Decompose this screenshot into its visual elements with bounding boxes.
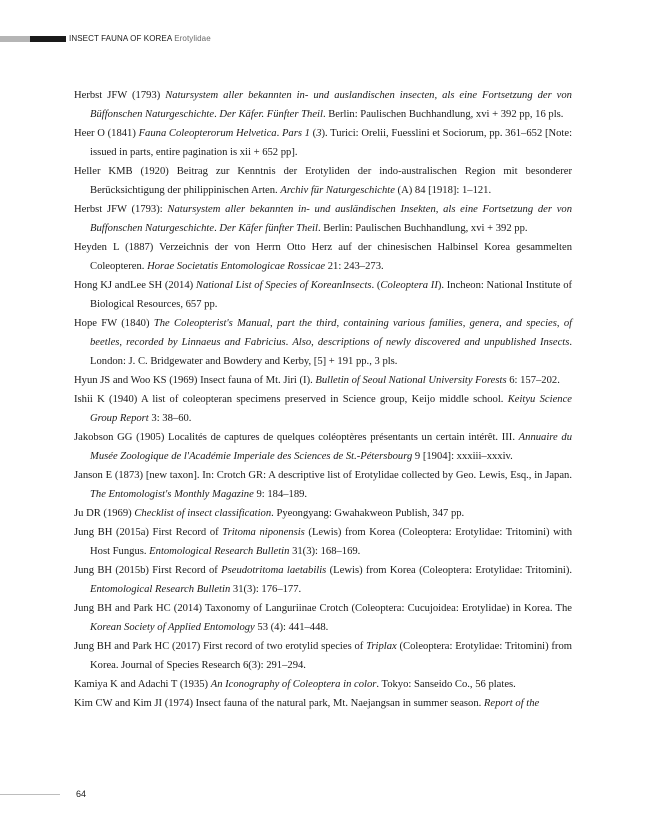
reference-italic-segment: recorded by Linnaeus and Fabricius [126, 337, 286, 348]
reference-text-segment: . Berlin: Paulischen Buchhandlung, xvi + 392 pp. [317, 223, 528, 234]
reference-italic-segment: Triplax [366, 641, 397, 652]
reference-text-segment: 9 [1904]: xxxiii–xxxiv. [412, 451, 513, 462]
running-header [69, 34, 211, 44]
reference-italic-segment: Der Käfer fünfter Theil [219, 223, 318, 234]
reference-text-segment: Ju DR (1969) [74, 508, 135, 519]
reference-text-segment: 31(3): 176–177. [230, 584, 302, 595]
header-series-title: INSECT FAUNA OF KOREA [69, 34, 172, 43]
reference-entry [74, 314, 572, 371]
reference-italic-segment: Bulletin of Seoul National University Forests [315, 375, 507, 386]
reference-text-segment: . Pyeongyang: Gwahakweon Publish, 347 pp. [271, 508, 465, 519]
reference-text-segment: Hong KJ andLee SH (2014) [74, 280, 196, 291]
reference-entry [74, 694, 572, 713]
reference-text-segment: Heyden L (1887) Verzeichnis der von Herrn Otto Herz auf der chinesischen Halbinsel Korea gesammelten Coleopteren. [74, 242, 572, 272]
reference-entry [74, 504, 572, 523]
reference-text-segment: (Lewis) from Korea (Coleoptera: Erotylidae: Tritomini). [326, 565, 572, 576]
reference-italic-segment: Coleoptera II [380, 280, 438, 291]
reference-text-segment: , [499, 318, 507, 329]
reference-text-segment: Jung BH and Park HC (2017) First record of two erotylid species of [74, 641, 367, 652]
reference-italic-segment: Entomological Research Bulletin [149, 546, 290, 557]
reference-italic-segment: Annuaire du Musée Zoologique de l'Académie Imperiale des Sciences de St.-Pétersbourg [90, 432, 572, 462]
reference-entry [74, 599, 572, 637]
reference-italic-segment: Entomological Research Bulletin [90, 584, 231, 595]
reference-entry [74, 124, 572, 162]
reference-italic-segment: part the third [277, 318, 337, 329]
reference-text-segment: Jung BH (2015a) First Record of [74, 527, 223, 538]
reference-text-segment: 6: 157–202. [506, 375, 560, 386]
page-number: 64 [76, 789, 87, 799]
reference-text-segment: Jung BH (2015b) First Record of [74, 565, 222, 576]
reference-text-segment: , [270, 318, 278, 329]
reference-entry [74, 390, 572, 428]
reference-text-segment: ( [309, 128, 317, 139]
reference-italic-segment: Archiv für Naturgeschichte [280, 185, 395, 196]
reference-italic-segment: Pars 1 [281, 128, 310, 139]
reference-text-segment: , [336, 318, 344, 329]
reference-text-segment: , [556, 318, 564, 329]
reference-entry [74, 523, 572, 561]
reference-text-segment: Jung BH and Park HC (2014) Taxonomy of Languriinae Crotch (Coleoptera: Cucujoidea: Erotylidae) in Korea. The [74, 603, 572, 614]
reference-italic-segment: Korean Society of Applied Entomology [90, 622, 255, 633]
reference-text-segment: Kim CW and Kim JI (1974) Insect fauna of the natural park, Mt. Naejangsan in summer season. [74, 698, 484, 709]
reference-italic-segment: The Entomologist's Monthly Magazine [90, 489, 254, 500]
reference-entry [74, 466, 572, 504]
footer-rule [0, 794, 60, 795]
reference-entry [74, 428, 572, 466]
reference-italic-segment: 3 [316, 128, 322, 139]
reference-entry [74, 637, 572, 675]
reference-text-segment: (A) 84 [1918]: 1–121. [394, 185, 492, 196]
reference-text-segment: . [285, 337, 293, 348]
reference-italic-segment: Der Käfer. Fünfter Theil [219, 109, 323, 120]
reference-text-segment: Janson E (1873) [new taxon]. In: Crotch GR: A descriptive list of Erotylidae collected by Geo. Lewis, Esq., in Japan. [74, 470, 572, 481]
reference-text-segment: (Lewis) from Korea (Coleoptera: Erotylidae: Tritomini) with Host Fungus. [90, 527, 573, 557]
reference-text-segment: , [311, 337, 318, 348]
reference-italic-segment: descriptions of newly discovered and unpublished Insects [317, 337, 570, 348]
reference-text-segment: 31(3): 168–169. [289, 546, 361, 557]
reference-text-segment: 3: 38–60. [148, 413, 192, 424]
reference-text-segment: . ( [371, 280, 381, 291]
reference-italic-segment: Natursystem aller bekannten in- und auslandischen insecten, als eine Fortsetzung der von Büffonschen Naturgeschichte [90, 90, 572, 120]
reference-text-segment: . [214, 223, 220, 234]
reference-text-segment: Jakobson GG (1905) Localités de captures de quelques coléoptères présentants un certain intérêt. III. [74, 432, 519, 443]
reference-text-segment: Heller KMB (1920) Beitrag zur Kenntnis der Erotyliden der indo-australischen Region mit besonderer Berücksichtigung der philippinischen Arten. [74, 166, 572, 196]
header-decor-bar-black [30, 36, 66, 42]
reference-text-segment: Herbst JFW (1793) [74, 90, 166, 101]
header-decor-bar-gray [0, 36, 30, 42]
reference-text-segment: 53 (4): 441–448. [254, 622, 329, 633]
reference-text-segment: . [276, 128, 282, 139]
reference-entry [74, 371, 572, 390]
reference-text-segment: , [462, 318, 470, 329]
reference-italic-segment: Natursystem aller bekannten in- und ausländischen Insekten, als eine Fortsetzung der von Buffonschen Naturgeschichte [90, 204, 572, 234]
reference-text-segment: ). Incheon: National Institute of Biological Resources, 657 pp. [90, 280, 573, 310]
reference-italic-segment: containing various families [343, 318, 463, 329]
reference-italic-segment: Keityu Science Group Report [90, 394, 572, 424]
reference-entry [74, 675, 572, 694]
reference-italic-segment: Pseudotritoma laetabilis [221, 565, 327, 576]
reference-italic-segment: An Iconography of Coleoptera in color [210, 679, 377, 690]
reference-text-segment: (Coleoptera: Erotylidae: Tritomini) from Korea. Journal of Species Research 6(3): 291–294. [90, 641, 572, 671]
header-family-name: Erotylidae [174, 34, 211, 43]
reference-text-segment: , [119, 337, 127, 348]
reference-italic-segment: Fauna Coleopterorum Helvetica [138, 128, 277, 139]
reference-italic-segment: National List of Species of KoreanInsects [195, 280, 372, 291]
reference-text-segment: Hyun JS and Woo KS (1969) Insect fauna of Mt. Jiri (I). [74, 375, 316, 386]
reference-italic-segment: Report of the [483, 698, 540, 709]
reference-entry [74, 238, 572, 276]
reference-entry [74, 200, 572, 238]
reference-list [74, 86, 572, 713]
reference-text-segment: Herbst JFW (1793): [74, 204, 168, 215]
reference-entry [74, 86, 572, 124]
reference-text-segment: Hope FW (1840) [74, 318, 154, 329]
reference-italic-segment: Also [292, 337, 312, 348]
reference-italic-segment: Tritoma niponensis [222, 527, 305, 538]
reference-text-segment: . Berlin: Paulischen Buchhandlung, xvi + 392 pp, 16 pls. [322, 109, 564, 120]
reference-text-segment: ). Turici: Orelii, Fuesslini et Sociorum, pp. 361–652 [Note: issued in parts, entire pagination is xii + 652 pp]. [90, 128, 573, 158]
reference-text-segment: Kamiya K and Adachi T (1935) [74, 679, 211, 690]
reference-entry [74, 561, 572, 599]
reference-italic-segment: The Coleopterist's Manual [153, 318, 271, 329]
reference-italic-segment: Checklist of insect classification [134, 508, 272, 519]
reference-text-segment: . London: J. C. Bridgewater and Bowdery and Kerby, [5] + 191 pp., 3 pls. [90, 337, 573, 367]
reference-text-segment: 9: 184–189. [253, 489, 308, 500]
reference-italic-segment: Horae Societatis Entomologicae Rossicae [147, 261, 326, 272]
reference-italic-segment: and species [506, 318, 557, 329]
reference-entry [74, 276, 572, 314]
reference-text-segment: 21: 243–273. [325, 261, 384, 272]
reference-entry [74, 162, 572, 200]
reference-italic-segment: of beetles [90, 318, 573, 348]
reference-text-segment: Ishii K (1940) A list of coleopteran specimens preserved in Science group, Keijo middle school. [74, 394, 508, 405]
reference-text-segment: . [214, 109, 220, 120]
reference-italic-segment: genera [469, 318, 500, 329]
reference-text-segment: Heer O (1841) [74, 128, 139, 139]
reference-text-segment: . Tokyo: Sanseido Co., 56 plates. [376, 679, 516, 690]
